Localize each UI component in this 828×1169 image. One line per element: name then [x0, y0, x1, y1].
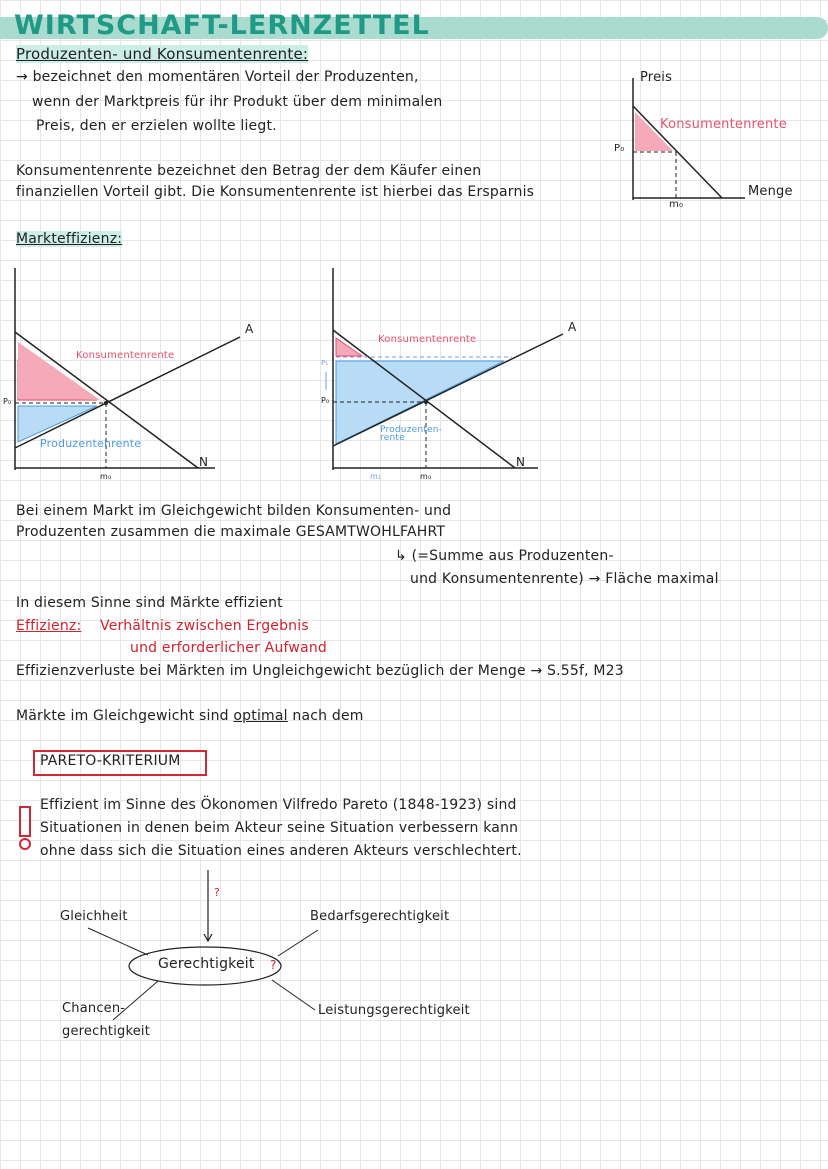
area-label: Konsumentenrente — [660, 117, 787, 132]
p0-label: P₀ — [321, 396, 330, 405]
efficiency-term: Effizienz: — [16, 618, 82, 634]
axis-label-menge: Menge — [748, 184, 793, 199]
text-part: nach dem — [292, 708, 364, 724]
p0-label: P₀ — [3, 397, 12, 406]
text-line: und Konsumentenrente) → Fläche maximal — [410, 571, 719, 587]
producer-surplus-label: Produzentenrente — [40, 437, 142, 450]
section-heading: Produzenten- und Konsumentenrente: — [16, 45, 309, 63]
supply-label: A — [245, 322, 254, 336]
p0-label: P₀ — [614, 143, 625, 154]
text-line: Preis, den er erzielen wollte liegt. — [36, 118, 277, 134]
text-line: Effizienzverluste bei Märkten im Ungleichgewicht bezüglich der Menge → S.55f, M23 — [16, 663, 624, 679]
axis-label-preis: Preis — [640, 70, 673, 85]
text-line: Situationen in denen beim Akteur seine Situation verbessern kann — [40, 820, 519, 836]
section-heading: Markteffizienz: — [16, 231, 123, 247]
producer-label-line: rente — [380, 433, 405, 443]
efficiency-definition: und erforderlicher Aufwand — [130, 640, 328, 656]
m1-label: m₁ — [370, 472, 382, 481]
connector — [88, 928, 148, 955]
efficiency-definition: Verhältnis zwischen Ergebnis — [100, 618, 309, 634]
text-line: Produzenten zusammen die maximale GESAMTWOHLFAHRT — [16, 524, 446, 540]
text-line: Konsumentenrente bezeichnet den Betrag der dem Käufer einen — [16, 163, 482, 179]
mindmap-node: Chancen- — [62, 1001, 126, 1016]
consumer-surplus-label: Konsumentenrente — [76, 350, 175, 361]
supply-label: A — [568, 320, 577, 334]
text-line: finanziellen Vorteil gibt. Die Konsumentenrente ist hierbei das Ersparnis — [16, 184, 535, 200]
emphasis: optimal — [233, 708, 288, 724]
mindmap-center: Gerechtigkeit — [158, 956, 255, 972]
connector — [272, 980, 315, 1010]
connector — [278, 930, 318, 956]
text-line: → bezeichnet den momentären Vorteil der Produzenten, — [16, 69, 419, 85]
demand-label: N — [199, 455, 209, 469]
m0-label: m₀ — [100, 472, 112, 481]
question-mark: ? — [214, 886, 221, 899]
text-line: ↳ (=Summe aus Produzenten- — [395, 548, 614, 564]
text-line: Effizient im Sinne des Ökonomen Vilfredo Pareto (1848-1923) sind — [40, 797, 517, 813]
m0-label: m₀ — [669, 199, 684, 210]
text-line: wenn der Marktpreis für ihr Produkt über dem minimalen — [32, 94, 443, 110]
m0-label: m₀ — [420, 472, 432, 481]
page-title: WIRTSCHAFT-LERNZETTEL — [14, 10, 430, 41]
text-line: In diesem Sinne sind Märkte effizient — [16, 595, 283, 611]
text-line: ohne dass sich die Situation eines anderen Akteurs verschlechtert. — [40, 843, 522, 859]
mindmap-node: gerechtigkeit — [62, 1024, 151, 1039]
text-line: Bei einem Markt im Gleichgewicht bilden Konsumenten- und — [16, 503, 452, 519]
demand-label: N — [516, 455, 526, 469]
p1-label: P₁ — [321, 359, 329, 367]
text-part: Märkte im Gleichgewicht sind — [16, 708, 229, 724]
consumer-surplus-label: Konsumentenrente — [378, 334, 477, 345]
mindmap-node: Bedarfsgerechtigkeit — [310, 909, 450, 924]
pareto-title: PARETO-KRITERIUM — [40, 753, 181, 769]
question-mark: ? — [270, 958, 277, 972]
mindmap-node: Leistungsgerechtigkeit — [318, 1003, 470, 1018]
mindmap-node: Gleichheit — [60, 909, 128, 924]
producer-label-line: Produzenten- — [380, 425, 443, 435]
